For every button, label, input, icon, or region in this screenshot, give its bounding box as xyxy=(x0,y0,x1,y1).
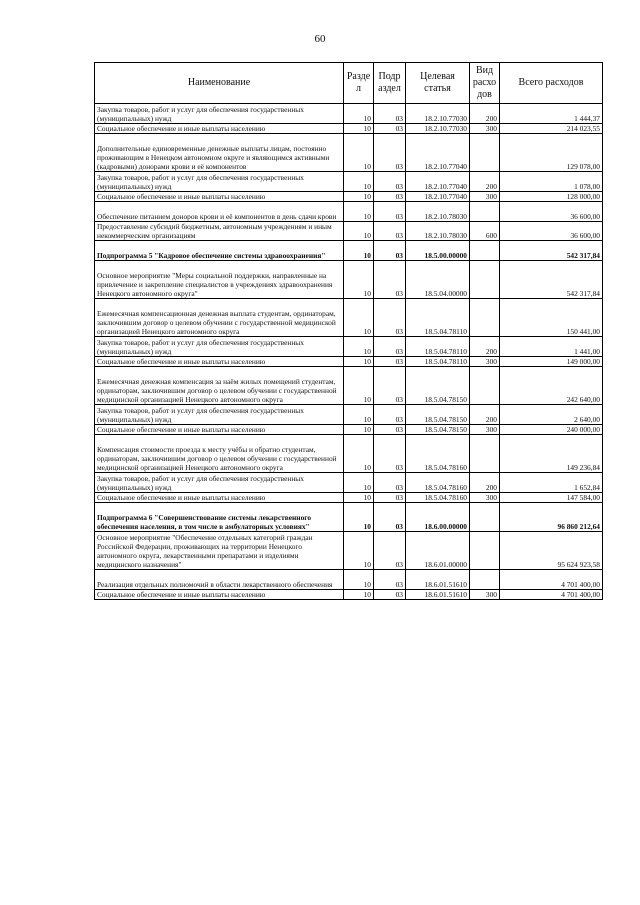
row-target: 18.2.10.77030 xyxy=(406,123,470,133)
row-kind: 300 xyxy=(470,589,500,599)
row-total: 214 023,55 xyxy=(500,123,603,133)
row-section: 10 xyxy=(344,337,374,357)
row-subsection: 03 xyxy=(374,337,406,357)
row-subsection: 03 xyxy=(374,104,406,124)
row-kind: 300 xyxy=(470,492,500,502)
table-row xyxy=(95,104,603,124)
row-total: 149 000,00 xyxy=(500,356,603,366)
row-section: 10 xyxy=(344,123,374,133)
table-row xyxy=(95,589,603,599)
row-total: 1 441,00 xyxy=(500,337,603,357)
table-row xyxy=(95,191,603,201)
row-name: Дополнительные единовременные денежные выплаты лицам, постоянно проживающим в Ненецком автономном округе и являющимся активными (кадровыми) донорами крови и её компонентов xyxy=(95,133,344,171)
row-total: 542 317,84 xyxy=(500,260,603,298)
row-kind: 200 xyxy=(470,172,500,192)
row-total: 129 078,00 xyxy=(500,133,603,171)
row-name: Закупка товаров, работ и услуг для обеспечения государственных (муниципальных) нужд xyxy=(95,104,344,124)
header-subsection: Подр аздел xyxy=(374,63,406,104)
table-row xyxy=(95,570,603,590)
row-subsection: 03 xyxy=(374,221,406,241)
row-name: Реализация отдельных полномочий в области лекарственного обеспечения xyxy=(95,570,344,590)
header-total: Всего расходов xyxy=(500,63,603,104)
row-subsection: 03 xyxy=(374,492,406,502)
row-total: 128 000,00 xyxy=(500,191,603,201)
row-total: 96 860 212,64 xyxy=(500,503,603,532)
row-subsection: 03 xyxy=(374,473,406,493)
row-subsection: 03 xyxy=(374,191,406,201)
row-kind xyxy=(470,367,500,405)
row-section: 10 xyxy=(344,298,374,336)
row-subsection: 03 xyxy=(374,367,406,405)
row-kind xyxy=(470,201,500,221)
row-name: Социальное обеспечение и иные выплаты населению xyxy=(95,589,344,599)
row-name: Закупка товаров, работ и услуг для обеспечения государственных (муниципальных) нужд xyxy=(95,337,344,357)
row-kind: 300 xyxy=(470,123,500,133)
row-subsection: 03 xyxy=(374,424,406,434)
row-target: 18.2.10.77030 xyxy=(406,104,470,124)
row-total: 2 640,00 xyxy=(500,405,603,425)
row-target: 18.5.04.00000 xyxy=(406,260,470,298)
row-kind xyxy=(470,260,500,298)
row-section: 10 xyxy=(344,104,374,124)
row-total: 4 701 400,00 xyxy=(500,589,603,599)
table-row xyxy=(95,492,603,502)
row-name: Закупка товаров, работ и услуг для обеспечения государственных (муниципальных) нужд xyxy=(95,473,344,493)
row-section: 10 xyxy=(344,435,374,473)
row-target: 18.2.10.77040 xyxy=(406,133,470,171)
table-row xyxy=(95,172,603,192)
header-target: Целевая статья xyxy=(406,63,470,104)
row-section: 10 xyxy=(344,367,374,405)
row-target: 18.5.04.78160 xyxy=(406,492,470,502)
row-name: Ежемесячная компенсационная денежная выплата студентам, ординаторам, заключившим договор о целевом обучении с государственной медицинской организацией Ненецкого автономного округа xyxy=(95,298,344,336)
row-name: Социальное обеспечение и иные выплаты населению xyxy=(95,492,344,502)
header-name: Наименование xyxy=(95,63,344,104)
row-total: 242 640,00 xyxy=(500,367,603,405)
table-row xyxy=(95,221,603,241)
row-section: 10 xyxy=(344,589,374,599)
row-target: 18.6.01.51610 xyxy=(406,570,470,590)
row-total: 1 652,84 xyxy=(500,473,603,493)
row-subsection: 03 xyxy=(374,133,406,171)
row-subsection: 03 xyxy=(374,172,406,192)
row-section: 10 xyxy=(344,201,374,221)
budget-table xyxy=(94,62,603,600)
table-row xyxy=(95,532,603,570)
row-section: 10 xyxy=(344,405,374,425)
row-total: 150 441,00 xyxy=(500,298,603,336)
row-target: 18.5.00.00000 xyxy=(406,241,470,261)
row-kind xyxy=(470,435,500,473)
row-subsection: 03 xyxy=(374,589,406,599)
row-subsection: 03 xyxy=(374,570,406,590)
row-name: Подпрограмма 6 "Совершенствование системы лекарственного обеспечения населения, в том числе в амбулаторных условиях" xyxy=(95,503,344,532)
row-name: Компенсация стоимости проезда к месту учёбы и обратно студентам, ординаторам, заключившим договор о целевом обучении с государственной медицинской организацией Ненецкого автономного округа xyxy=(95,435,344,473)
row-subsection: 03 xyxy=(374,435,406,473)
row-kind: 600 xyxy=(470,221,500,241)
table-row xyxy=(95,337,603,357)
table-row xyxy=(95,424,603,434)
row-subsection: 03 xyxy=(374,532,406,570)
row-target: 18.2.10.77040 xyxy=(406,172,470,192)
row-section: 10 xyxy=(344,356,374,366)
row-kind: 300 xyxy=(470,424,500,434)
header-kind: Вид расхо дов xyxy=(470,63,500,104)
table-row xyxy=(95,356,603,366)
table-header-row xyxy=(95,63,603,104)
row-target: 18.5.04.78110 xyxy=(406,298,470,336)
row-total: 36 600,00 xyxy=(500,221,603,241)
row-target: 18.5.04.78150 xyxy=(406,424,470,434)
row-kind: 200 xyxy=(470,337,500,357)
row-name: Ежемесячная денежная компенсация за наём жилых помещений студентам, ординаторам, заключившим договор о целевом обучении с государственной медицинской организацией Ненецкого автономного округа xyxy=(95,367,344,405)
row-name: Подпрограмма 5 "Кадровое обеспечение системы здравоохранения" xyxy=(95,241,344,261)
table-row xyxy=(95,405,603,425)
row-name: Основное мероприятие "Обеспечение отдельных категорий граждан Российской Федерации, проживающих на территории Ненецкого автономного округа, лекарственными препаратами и изделиями медицинского назначения" xyxy=(95,532,344,570)
row-target: 18.5.04.78150 xyxy=(406,367,470,405)
row-name: Социальное обеспечение и иные выплаты населению xyxy=(95,123,344,133)
row-target: 18.6.01.00000 xyxy=(406,532,470,570)
row-target: 18.5.04.78160 xyxy=(406,435,470,473)
row-kind xyxy=(470,503,500,532)
row-total: 95 624 923,58 xyxy=(500,532,603,570)
row-total: 542 317,84 xyxy=(500,241,603,261)
row-name: Основное мероприятие "Меры социальной поддержки, направленные на привлечение и закрепление специалистов в учреждениях здравоохранения Ненецкого автономного округа" xyxy=(95,260,344,298)
row-section: 10 xyxy=(344,503,374,532)
row-kind: 200 xyxy=(470,104,500,124)
page-number: 60 xyxy=(314,33,326,45)
row-subsection: 03 xyxy=(374,241,406,261)
table-row xyxy=(95,133,603,171)
table-row xyxy=(95,435,603,473)
table-body xyxy=(95,104,603,600)
row-total: 1 444,37 xyxy=(500,104,603,124)
table-row xyxy=(95,241,603,261)
row-total: 36 600,00 xyxy=(500,201,603,221)
row-total: 147 584,00 xyxy=(500,492,603,502)
row-kind: 200 xyxy=(470,405,500,425)
row-name: Социальное обеспечение и иные выплаты населению xyxy=(95,356,344,366)
row-subsection: 03 xyxy=(374,260,406,298)
row-subsection: 03 xyxy=(374,123,406,133)
row-target: 18.2.10.78030 xyxy=(406,201,470,221)
row-section: 10 xyxy=(344,191,374,201)
row-target: 18.2.10.77040 xyxy=(406,191,470,201)
row-subsection: 03 xyxy=(374,298,406,336)
row-target: 18.5.04.78150 xyxy=(406,405,470,425)
row-total: 4 701 400,00 xyxy=(500,570,603,590)
row-section: 10 xyxy=(344,532,374,570)
row-section: 10 xyxy=(344,424,374,434)
row-total: 1 078,00 xyxy=(500,172,603,192)
row-total: 149 236,84 xyxy=(500,435,603,473)
row-subsection: 03 xyxy=(374,201,406,221)
row-subsection: 03 xyxy=(374,503,406,532)
row-name: Закупка товаров, работ и услуг для обеспечения государственных (муниципальных) нужд xyxy=(95,172,344,192)
table-row xyxy=(95,298,603,336)
row-name: Социальное обеспечение и иные выплаты населению xyxy=(95,424,344,434)
row-name: Социальное обеспечение и иные выплаты населению xyxy=(95,191,344,201)
table-row xyxy=(95,367,603,405)
table-row xyxy=(95,503,603,532)
row-kind xyxy=(470,570,500,590)
row-total: 240 000,00 xyxy=(500,424,603,434)
row-kind xyxy=(470,298,500,336)
row-kind xyxy=(470,133,500,171)
row-kind xyxy=(470,241,500,261)
row-target: 18.5.04.78110 xyxy=(406,337,470,357)
table-row xyxy=(95,473,603,493)
row-section: 10 xyxy=(344,473,374,493)
row-name: Предоставление субсидий бюджетным, автономным учреждениям и иным некоммерческим организациям xyxy=(95,221,344,241)
row-target: 18.6.00.00000 xyxy=(406,503,470,532)
row-kind xyxy=(470,532,500,570)
row-section: 10 xyxy=(344,172,374,192)
row-kind: 200 xyxy=(470,473,500,493)
row-subsection: 03 xyxy=(374,356,406,366)
row-section: 10 xyxy=(344,221,374,241)
table-row xyxy=(95,123,603,133)
row-target: 18.5.04.78110 xyxy=(406,356,470,366)
row-target: 18.2.10.78030 xyxy=(406,221,470,241)
row-target: 18.6.01.51610 xyxy=(406,589,470,599)
row-name: Закупка товаров, работ и услуг для обеспечения государственных (муниципальных) нужд xyxy=(95,405,344,425)
row-target: 18.5.04.78160 xyxy=(406,473,470,493)
row-section: 10 xyxy=(344,570,374,590)
row-subsection: 03 xyxy=(374,405,406,425)
row-kind: 300 xyxy=(470,191,500,201)
table-row xyxy=(95,260,603,298)
row-section: 10 xyxy=(344,260,374,298)
table-row xyxy=(95,201,603,221)
row-section: 10 xyxy=(344,492,374,502)
row-section: 10 xyxy=(344,241,374,261)
header-section: Разде л xyxy=(344,63,374,104)
row-section: 10 xyxy=(344,133,374,171)
row-name: Обеспечение питанием доноров крови и её компонентов в день сдачи крови xyxy=(95,201,344,221)
row-kind: 300 xyxy=(470,356,500,366)
